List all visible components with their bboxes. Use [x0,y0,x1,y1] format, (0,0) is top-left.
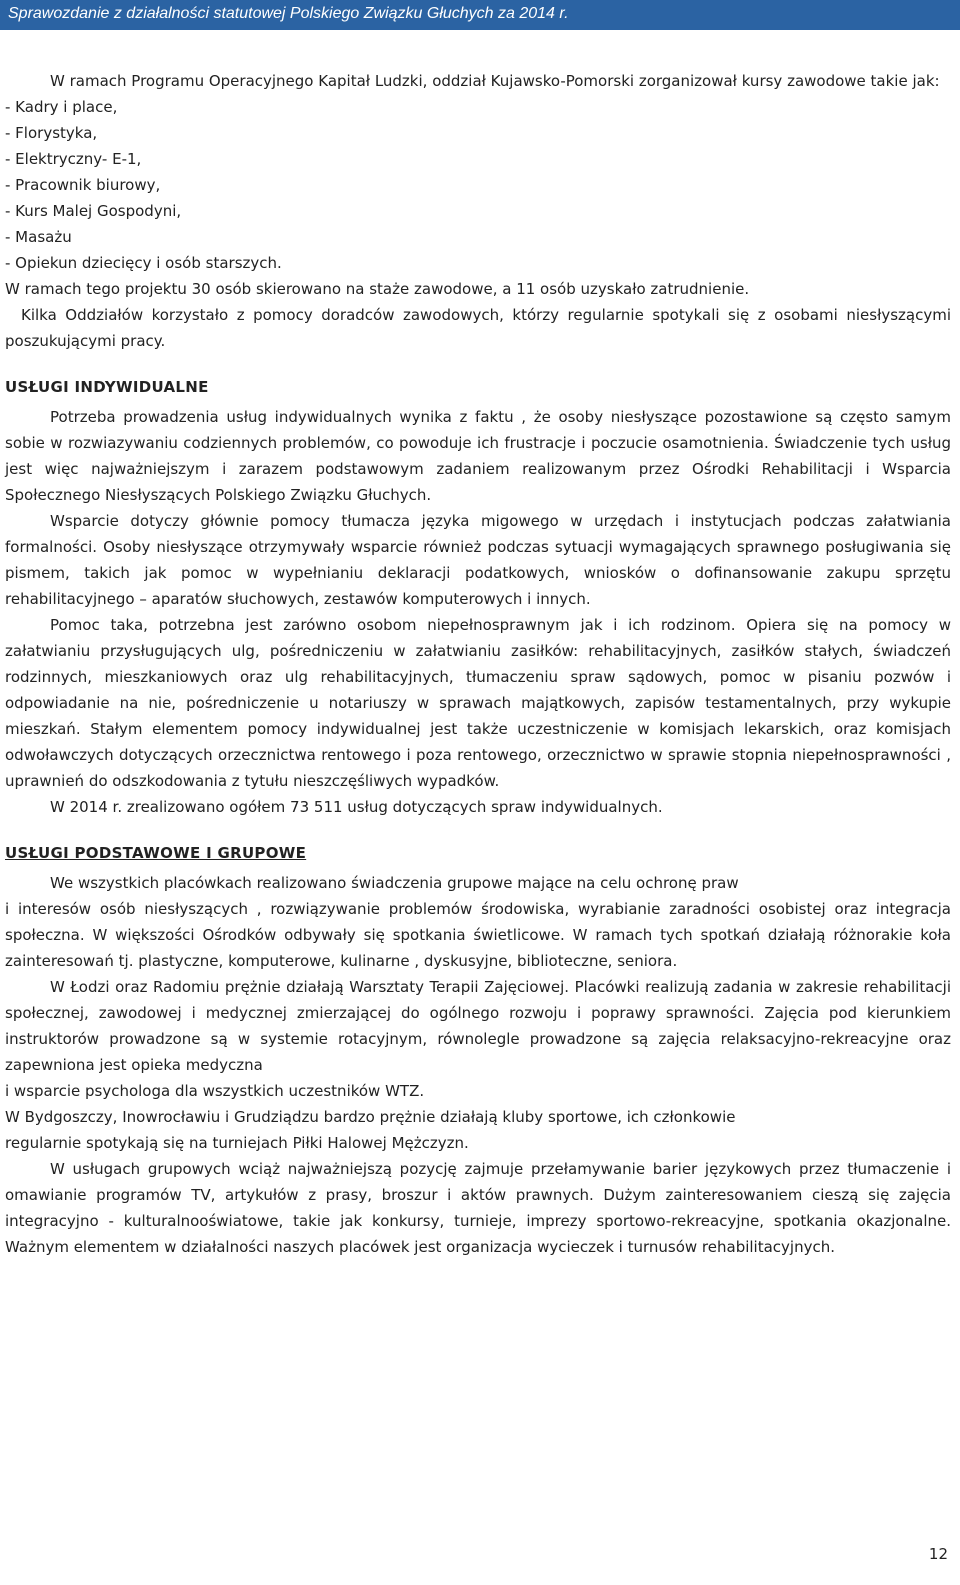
career-advisors-paragraph: Kilka Oddziałów korzystało z pomocy doradców zawodowych, którzy regularnie spotykali się z osobami niesłyszącymi poszukującymi pracy. [5,306,951,350]
list-item: - Kurs Malej Gospodyni, [5,202,182,220]
group-paragraph-tail: i wsparcie psychologa dla wszystkich uczestników WTZ. [5,1082,425,1100]
sports-clubs-line: W Bydgoszczy, Inowrocławiu i Grudziądzu bardzo prężnie działają kluby sportowe, ich członkowie [5,1108,736,1126]
group-paragraph: W usługach grupowych wciąż najważniejszą pozycję zajmuje przełamywanie barier językowych przez tłumaczenie i omawianie programów TV, artykułów z prasy, broszur i aktów prawnych. Dużym zainteresowaniem cieszą się zajęcia integracyjno - kulturalnooświatowe, takie jak konkursy, turnieje, imprezy sportowo-rekreacyjne, spotkania okazjonalne. Ważnym elementem w działalności naszych placówek jest organizacja wycieczek i turnusów rehabilitacyjnych. [5,1160,951,1256]
group-paragraph: W Łodzi oraz Radomiu prężnie działają Warsztaty Terapii Zajęciowej. Placówki realizują zadania w zakresie rehabilitacji społecznej, zawodowej i medycznej zmierzającej do ogólnego rozwoju i poprawy sprawności. Zajęcia pod kierunkiem instruktorów prowadzone są w systemie rotacyjnym, równolegle prowadzone są zajęcia relaksacyjno-rekreacyjne oraz zapewniona jest opieka medyczna [5,978,951,1074]
intro-paragraph: W ramach Programu Operacyjnego Kapitał Ludzki, oddział Kujawsko-Pomorski zorganizował kursy zawodowe takie jak: [50,72,940,90]
group-paragraph-first-line: We wszystkich placówkach realizowano świadczenia grupowe mające na celu ochronę praw [50,874,739,892]
list-item: - Pracownik biurowy, [5,176,161,194]
document-body [5,68,951,1260]
page-number: 12 [928,1545,948,1563]
list-item: - Elektryczny- E-1, [5,150,142,168]
page-header: Sprawozdanie z działalności statutowej Polskiego Związku Głuchych za 2014 r. [0,0,960,30]
individual-paragraph: Potrzeba prowadzenia usług indywidualnych wynika z faktu , że osoby niesłyszące pozostawione są często samym sobie w rozwiazywaniu codziennych problemów, co powoduje ich frustracje i poczucie osamotnienia. Świadczenie tych usług jest więc najważniejszym i zarazem podstawowym zadaniem realizowanym przez Ośrodki Rehabilitacji i Wsparcia Społecznego Niesłyszących Polskiego Związku Głuchych. [5,408,951,504]
course-list [5,94,951,276]
group-paragraph: i interesów osób niesłyszących , rozwiązywanie problemów środowiska, wyrabianie zaradności osobistej oraz integracja społeczna. W większości Ośrodków odbywały się spotkania świetlicowe. W ramach tych spotkań działają różnorakie koła zainteresowań tj. plastyczne, komputerowe, kulinarne , dyskusyjne, biblioteczne, seniora. [5,900,951,970]
list-item: - Kadry i place, [5,98,118,116]
list-item: - Opiekun dziecięcy i osób starszych. [5,254,282,272]
list-item: - Florystyka, [5,124,98,142]
section-heading-group: USŁUGI PODSTAWOWE I GRUPOWE [5,844,307,862]
individual-summary: W 2014 r. zrealizowano ogółem 73 511 usług dotyczących spraw indywidualnych. [50,798,663,816]
internship-paragraph: W ramach tego projektu 30 osób skierowano na staże zawodowe, a 11 osób uzyskało zatrudnienie. [5,280,750,298]
list-item: - Masażu [5,228,72,246]
individual-paragraph: Wsparcie dotyczy głównie pomocy tłumacza języka migowego w urzędach i instytucjach podczas załatwiania formalności. Osoby niesłyszące otrzymywały wsparcie również podczas sytuacji wymagających sprawnego posługiwania się pismem, takich jak pomoc w wypełnianiu deklaracji podatkowych, wniosków o dofinansowanie zakupu sprzętu rehabilitacyjnego – aparatów słuchowych, zestawów komputerowych i innych. [5,512,951,608]
sports-clubs-line: regularnie spotykają się na turniejach Piłki Halowej Mężczyzn. [5,1134,469,1152]
individual-paragraph: Pomoc taka, potrzebna jest zarówno osobom niepełnosprawnym jak i ich rodzinom. Opiera się na pomocy w załatwianiu przysługujących ulg, pośredniczeniu w załatwianiu zasiłków: rehabilitacyjnych, zasiłków stałych, świadczeń rodzinnych, mieszkaniowych oraz ulg rehabilitacyjnych, tłumaczeniu spraw sądowych, pomoc w pisaniu pozwów i odpowiadanie na nie, pośredniczenie u notariuszy w sprawach majątkowych, zapisów testamentalnych, przy wykupie mieszkań. Stałym elementem pomocy indywidualnej jest także uczestniczenie w komisjach lekarskich, oraz komisjach odwoławczych dotyczących orzecznictwa rentowego i poza rentowego, orzecznictwo w sprawie stopnia niepełnosprawności , uprawnień do odszkodowania z tytułu nieszczęśliwych wypadków. [5,616,951,790]
section-heading-individual: USŁUGI INDYWIDUALNE [5,378,209,396]
